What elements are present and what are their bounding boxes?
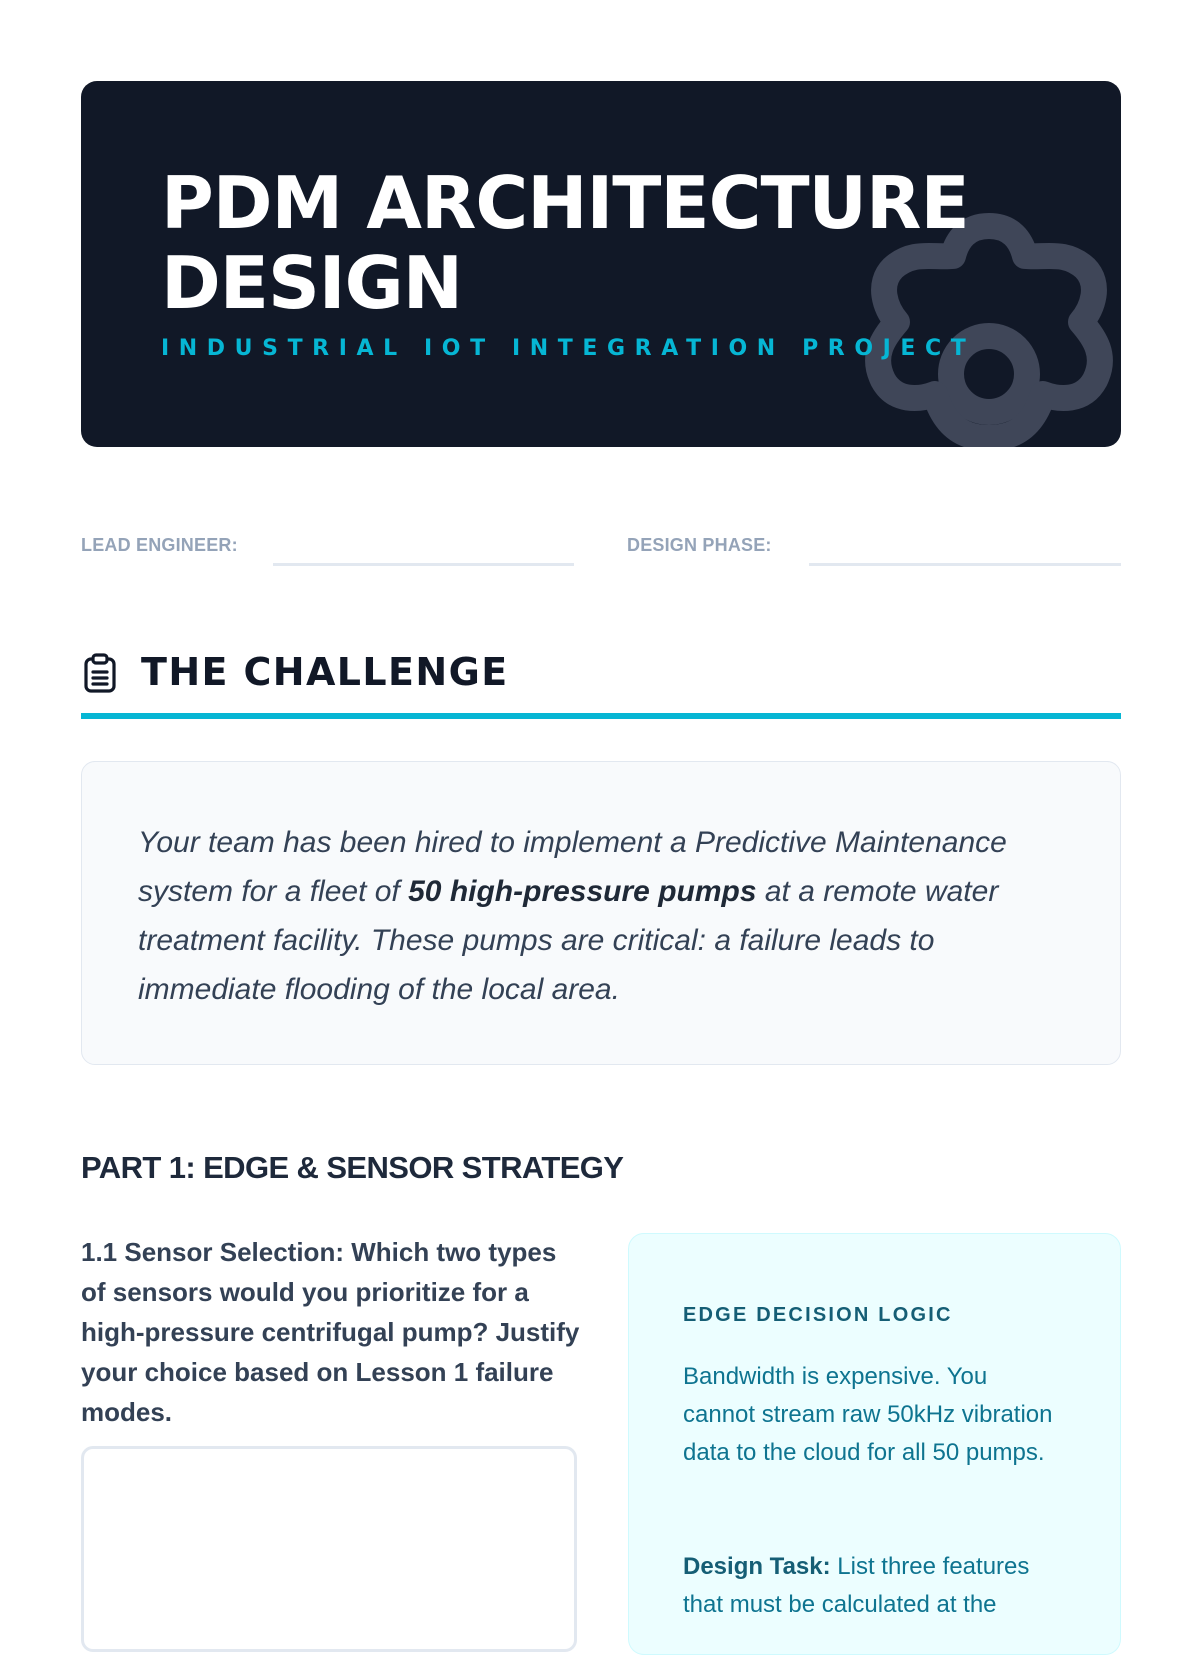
question-1-1: 1.1 Sensor Selection: Which two types of sensors would you prioritize for a high-pressure centrifugal pump? Justify your choice based on Lesson 1 failure modes. bbox=[81, 1237, 580, 1427]
page-title: PDM ARCHITECTURE DESIGN bbox=[161, 161, 969, 325]
edge-card-heading: EDGE DECISION LOGIC bbox=[683, 1304, 953, 1326]
section-divider bbox=[81, 713, 1121, 719]
challenge-highlight: 50 high-pressure pumps bbox=[408, 875, 757, 908]
design-task-label: Design Task: bbox=[683, 1553, 831, 1580]
edge-card-body: Bandwidth is expensive. You cannot stream raw 50kHz vibration data to the cloud for all 50 pumps. bbox=[683, 1363, 1053, 1466]
hero-banner bbox=[81, 81, 1121, 447]
answer-input-1-1[interactable] bbox=[81, 1446, 577, 1652]
design-phase-field[interactable] bbox=[809, 563, 1121, 566]
challenge-text: Your team has been hired to implement a Predictive Maintenance system for a fleet of 50 high-pressure pumps at a remote water treatment facility. These pumps are critical: a failure leads to immediate flooding of the local area. bbox=[138, 826, 1007, 1006]
lead-engineer-label: LEAD ENGINEER: bbox=[81, 535, 238, 555]
edge-card-task: Design Task: List three features that must be calculated at the bbox=[683, 1553, 1030, 1618]
lead-engineer-field[interactable] bbox=[273, 563, 574, 566]
challenge-box bbox=[81, 761, 1121, 1065]
design-phase-label: DESIGN PHASE: bbox=[627, 535, 772, 555]
clipboard-icon bbox=[83, 653, 119, 693]
section-title: THE CHALLENGE bbox=[141, 650, 509, 694]
edge-decision-card bbox=[628, 1233, 1121, 1655]
meta-row bbox=[81, 529, 1121, 569]
challenge-section-header bbox=[81, 645, 1121, 721]
page-subtitle: INDUSTRIAL IOT INTEGRATION PROJECT bbox=[161, 336, 976, 361]
part1-title: PART 1: EDGE & SENSOR STRATEGY bbox=[81, 1150, 624, 1185]
